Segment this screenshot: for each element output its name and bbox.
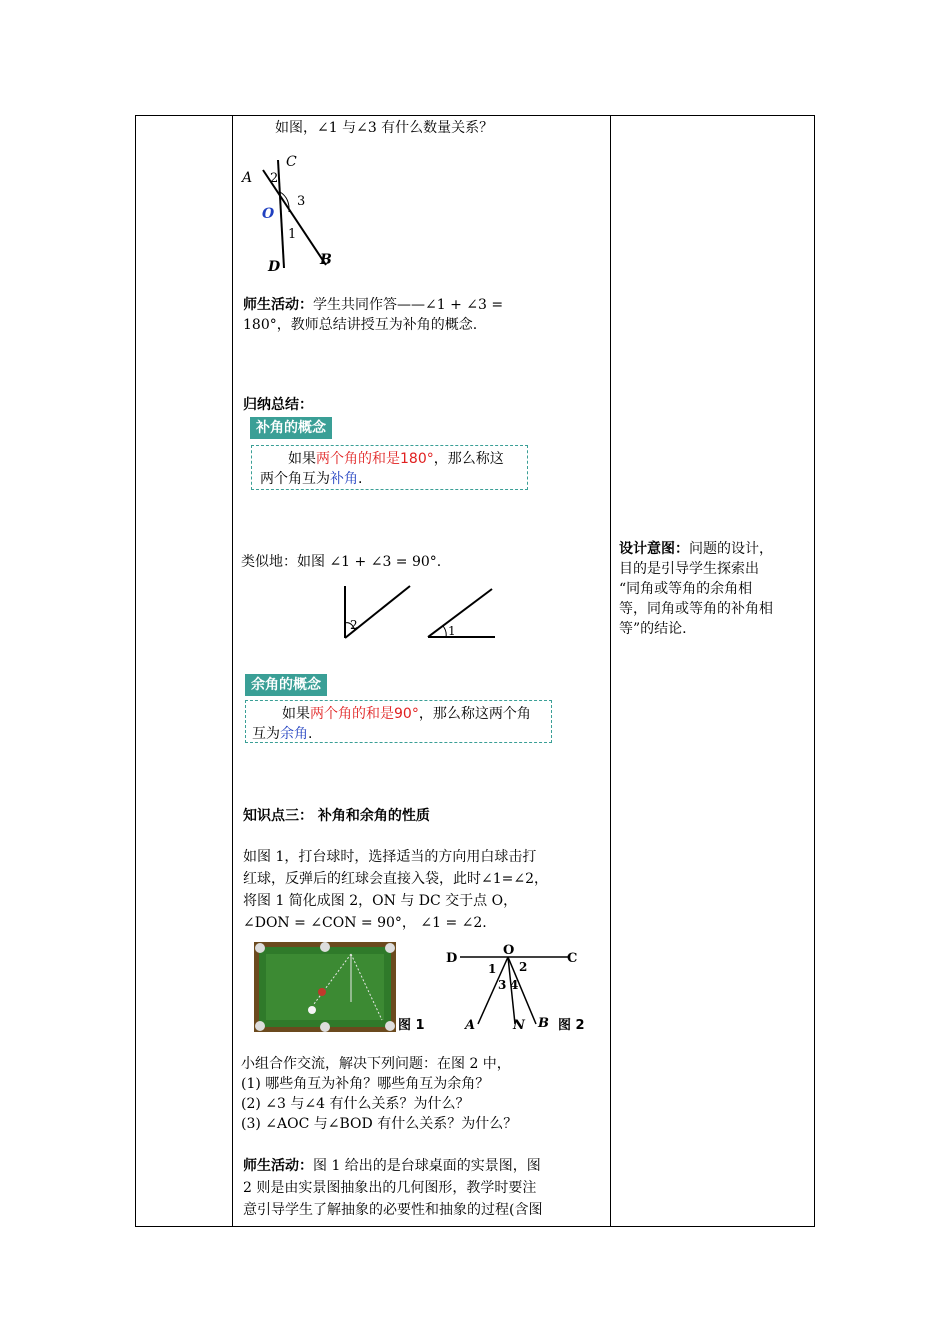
activity1-block	[243, 295, 603, 335]
complementary-definition-box	[245, 700, 552, 743]
comp-red: 两个角的和是90°	[310, 706, 419, 722]
fig2-N: N	[513, 1018, 525, 1032]
group-line-0: 小组合作交流，解决下列问题：在图 2 中，	[241, 1056, 511, 1072]
activity2-label: 师生活动：	[243, 1158, 313, 1174]
design-l2: 目的是引导学生探索出	[619, 561, 759, 577]
comp-blue: 余角	[280, 726, 308, 742]
label-B: B	[320, 252, 332, 268]
supp-end: .	[358, 471, 363, 487]
angle-figure-middle	[340, 583, 505, 645]
fig2-B: B	[538, 1016, 549, 1031]
label-1: 1	[288, 227, 297, 242]
fig2-3: 3	[498, 978, 507, 992]
billiard-paragraph	[243, 846, 603, 934]
activity2-line3: 意引导学生了解抽象的必要性和抽象的过程(含图	[243, 1202, 543, 1218]
design-l3: “同角或等角的余角相	[619, 581, 753, 597]
comp-pre: 如果	[282, 706, 310, 722]
knowledge-point-3: 知识点三： 补角和余角的性质	[243, 808, 430, 824]
para-line-1: 如图 1，打台球时，选择适当的方向用白球击打	[243, 849, 537, 865]
billiard-table-image	[254, 942, 396, 1032]
activity2-line1: 图 1 给出的是台球桌面的实景图，图	[313, 1158, 541, 1174]
similar-text: 类似地：如图 ∠1 + ∠3 = 90°.	[241, 554, 442, 570]
activity1-label: 师生活动：	[243, 297, 313, 313]
fig2-1: 1	[488, 962, 497, 976]
label-O: O	[262, 206, 275, 222]
fig2-label: 图 2	[558, 1018, 585, 1032]
group-line-2: (2) ∠3 与∠4 有什么关系？为什么？	[241, 1096, 470, 1112]
angle-figure-top	[238, 150, 348, 275]
comp-mid: ，那么称这两个角	[418, 706, 531, 722]
label-D: D	[268, 259, 281, 275]
label-2: 2	[270, 171, 279, 186]
group-questions	[241, 1054, 517, 1134]
activity2-block	[243, 1155, 603, 1221]
question-text: 如图，∠1 与∠3 有什么数量关系？	[275, 120, 494, 136]
col-divider-1	[232, 116, 233, 1226]
group-line-3: (3) ∠AOC 与∠BOD 有什么关系？为什么？	[241, 1116, 518, 1132]
supplementary-definition-box	[251, 445, 528, 490]
para-line-3: 将图 1 简化成图 2，ON 与 DC 交于点 O，	[243, 893, 518, 909]
para-line-2: 红球，反弹后的红球会直接入袋，此时∠1=∠2，	[243, 871, 549, 887]
supp-mid: ，那么称这	[433, 451, 504, 467]
design-l5: 等”的结论.	[619, 621, 687, 637]
complementary-tag: 余角的概念	[245, 674, 327, 696]
fig2-D: D	[446, 951, 458, 966]
fig2-2: 2	[519, 960, 528, 974]
figure-1-label: 图 1	[398, 1018, 425, 1033]
fig2-O: O	[503, 943, 515, 958]
fig2-A: A	[465, 1018, 476, 1032]
activity1-text1: 学生共同作答——∠1 + ∠3 =	[313, 297, 504, 313]
design-label: 设计意图：	[619, 541, 689, 557]
supp-line2: 两个角互为	[260, 471, 330, 487]
figure-2-diagram	[440, 942, 615, 1032]
label-A: A	[242, 170, 253, 186]
supp-red: 两个角的和是180°	[316, 451, 434, 467]
group-line-1: (1) 哪些角互为补角？哪些角互为余角？	[241, 1076, 490, 1092]
design-l1: 问题的设计，	[689, 541, 773, 557]
summary-label: 归纳总结：	[243, 397, 313, 413]
supp-blue: 补角	[330, 471, 358, 487]
activity1-text2: 180°，教师总结讲授互为补角的概念.	[243, 317, 478, 333]
fig2-4: 4	[510, 978, 519, 992]
fig2-C: C	[567, 951, 578, 966]
comp-end: .	[308, 726, 313, 742]
mid-label-2: 2	[350, 618, 358, 632]
comp-line2: 互为	[252, 726, 280, 742]
mid-label-1: 1	[448, 624, 456, 638]
design-intent	[619, 539, 811, 639]
para-line-4: ∠DON = ∠CON = 90°， ∠1 = ∠2.	[243, 915, 487, 931]
supplementary-tag: 补角的概念	[250, 417, 332, 439]
label-3: 3	[297, 194, 306, 209]
design-l4: 等，同角或等角的补角相	[619, 601, 773, 617]
supp-pre: 如果	[288, 451, 316, 467]
col-divider-2	[610, 116, 611, 1226]
label-C: C	[286, 154, 297, 170]
activity2-line2: 2 则是由实景图抽象出的几何图形，教学时要注	[243, 1180, 537, 1196]
